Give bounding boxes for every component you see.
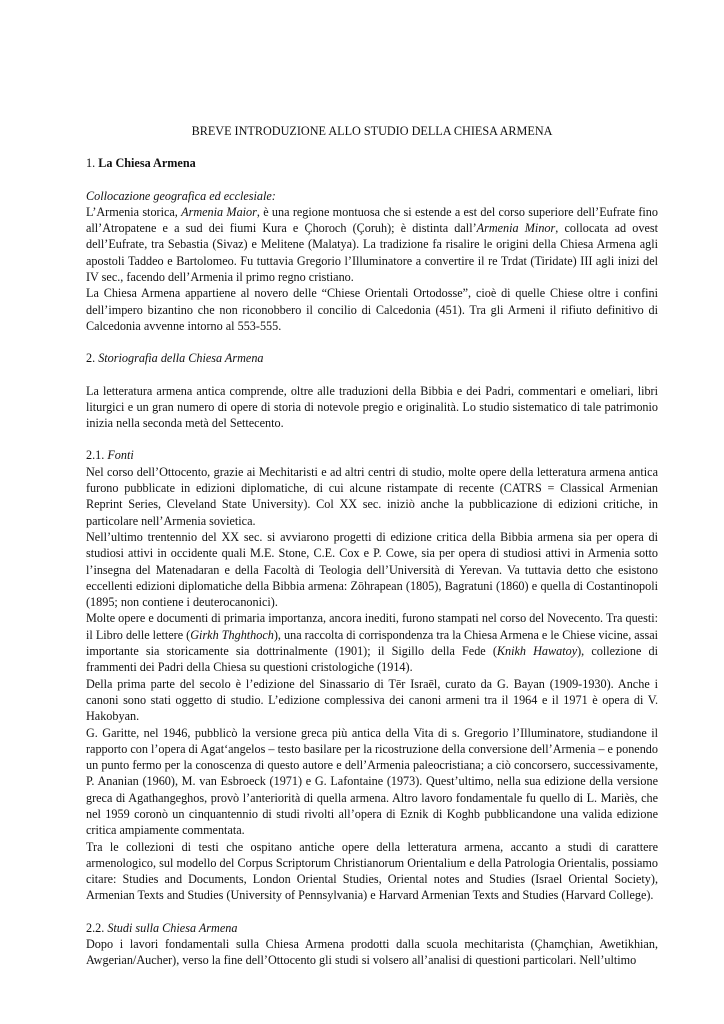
text-run: ), una raccolta di corrispondenza tra la Chiesa Armena e le Chiese vicine, assai importante sia storicamente sia dottrinalmente (1901); il Sigillo della Fede (: [86, 627, 658, 659]
section-2-paragraph-1: La letteratura armena antica comprende, oltre alle traduzioni della Bibbia e dei Padri, commentari e omeliari, libri liturgici e un gran numero di opere di storia di notevole pregio e originalità. Lo studio sistematico di tale patrimonio inizia nella seconda metà del Settecento.: [86, 383, 658, 431]
section-1-subheading: [86, 188, 658, 204]
term-armenia-maior: Armenia Maior: [181, 204, 257, 219]
section-1-subtitle: Collocazione geografica ed ecclesiale:: [86, 188, 276, 203]
section-1-paragraph-1: [86, 204, 658, 285]
section-1-title: La Chiesa Armena: [98, 156, 196, 171]
term-armenia-minor: Armenia Minor: [476, 221, 556, 236]
section-2-heading: [86, 350, 658, 366]
section-1-number: 1.: [86, 156, 99, 171]
section-2-1-heading: [86, 447, 658, 463]
section-2-2-paragraph-1: Dopo i lavori fondamentali sulla Chiesa Armena prodotti dalla scuola mechitarista (Çhamçhian, Awetikhian, Awgerian/Aucher), verso la fine dell’Ottocento gli studi si volsero all’analisi di questioni particolari. Nell’ultimo: [86, 937, 658, 968]
section-2-1-paragraph-2: Nell’ultimo trentennio del XX sec. si avviarono progetti di edizione critica della Bibbia armena sia per opera di studiosi attivi in occidente quali M.E. Stone, C.E. Cox e P. Cowe, sia per opera di studiosi attivi in Armenia sotto l’insegna del Matenadaran e della Facoltà di Teologia dell’Università di Yerevan. Va tuttavia detto che esistono eccellenti edizioni diplomatiche della Bibbia armena: Zōhrapean (1805), Bagratuni (1860) e quella di Costantinopoli (1895; non contiene i deuterocanonici).: [86, 529, 658, 610]
term-knikh-hawatoy: Knikh Hawatoy: [496, 644, 578, 659]
text-run: Molte opere e documenti di primaria importanza, ancora inediti, furono stampati nel corso del Novecento. Tra questi: il Libro delle lettere (: [86, 611, 658, 642]
text-run: , è una regione montuosa che si estende a est del corso superiore dell’Eufrate fino all’Atropatene e a sud dei fiumi Kura e Çhoroch (Çoruh); è distinta dall’: [86, 204, 658, 236]
section-1-paragraph-2: La Chiesa Armena appartiene al novero delle “Chiese Orientali Ortodosse”, cioè di quelle Chiese oltre i confini dell’impero bizantino che non riconobbero il concilio di Calcedonia (451). Tra gli Armeni il rifiuto definitivo di Calcedonia avvenne intorno al 553-555.: [86, 286, 658, 333]
term-girkh-thghthoch: Girkh Thghthoch: [190, 627, 274, 642]
section-2-1-paragraph-4: Della prima parte del secolo è l’edizione del Sinassario di Tēr Israēl, curato da G. Bayan (1909-1930). Anche i canoni sono stati oggetto di studio. L’edizione complessiva dei canoni armeni tra il 1964 e il 1971 è opera di V. Hakobyan.: [86, 676, 658, 724]
section-2-1-paragraph-1: Nel corso dell’Ottocento, grazie ai Mechitaristi e ad altri centri di studio, molte opere della letteratura armena antica furono pubblicate in edizioni diplomatiche, di cui alcune ristampate di recente (CATRS = Classical Armenian Reprint Series, Cleveland State University). Col XX sec. iniziò anche la pubblicazione di edizioni critiche, in particolare nell’Armenia sovietica.: [86, 464, 658, 528]
section-2-2-title: Studi sulla Chiesa Armena: [107, 920, 238, 935]
section-2-1-number: 2.1.: [86, 448, 108, 463]
document-page: [86, 123, 658, 969]
section-2-1-paragraph-3: [86, 610, 658, 675]
section-2-2-heading: [86, 920, 658, 936]
document-title: BREVE INTRODUZIONE ALLO STUDIO DELLA CHIESA ARMENA: [191, 124, 553, 138]
section-2-title: Storiografia della Chiesa Armena: [98, 351, 264, 366]
section-2-2-number: 2.2.: [86, 920, 108, 935]
section-2-1-title: Fonti: [107, 448, 134, 463]
section-2-1-paragraph-5: G. Garitte, nel 1946, pubblicò la versione greca più antica della Vita di s. Gregorio l’Illuminatore, studiandone il rapporto con l’opera di Agat‘angelos – testo basilare per la ricostruzione della conversione dell’Armenia – e ponendo un punto fermo per la conoscenza di questo autore e dell’Armenia paleocristiana; a ciò concorsero, successivamente, P. Ananian (1960), M. van Esbroeck (1971) e G. Lafontaine (1973). Quest’ultimo, nella sua edizione della versione greca di Agathangeghos, provò l’anteriorità di quella armena. Altro lavoro fondamentale fu quello di L. Mariès, che nel 1959 coronò un cinquantennio di studi rivolti all’opera di Eznik di Koghb pubblicandone una valida edizione critica ampiamente commentata.: [86, 725, 658, 838]
text-run: ), collezione di frammenti dei Padri della Chiesa su questioni cristologiche (1914).: [86, 644, 658, 675]
text-run: , collocata ad ovest dell’Eufrate, tra Sebastia (Sivaz) e Melitene (Malatya). La tradizione fa risalire le origini della Chiesa Armena agli apostoli Taddeo e Bartolomeo. Fu tuttavia Gregorio l’Illuminatore a convertire il re Trdat (Tiridate) III agli inizi del IV sec., facendo dell’Armenia il primo regno cristiano.: [86, 221, 658, 285]
section-1-heading: [86, 155, 658, 171]
text-run: L’Armenia storica,: [86, 204, 182, 219]
section-2-1-paragraph-6: Tra le collezioni di testi che ospitano antiche opere della letteratura armena, accanto a studi di carattere armenologico, sul modello del Corpus Scriptorum Christianorum Orientalium e della Patrologia Orientalis, possiamo citare: Studies and Documents, London Oriental Studies, Oriental notes and Studies (Israel Oriental Society), Armenian Texts and Studies (University of Pennsylvania) e Harvard Armenian Texts and Studies (Harvard College).: [86, 839, 658, 903]
section-2-number: 2.: [86, 351, 99, 366]
